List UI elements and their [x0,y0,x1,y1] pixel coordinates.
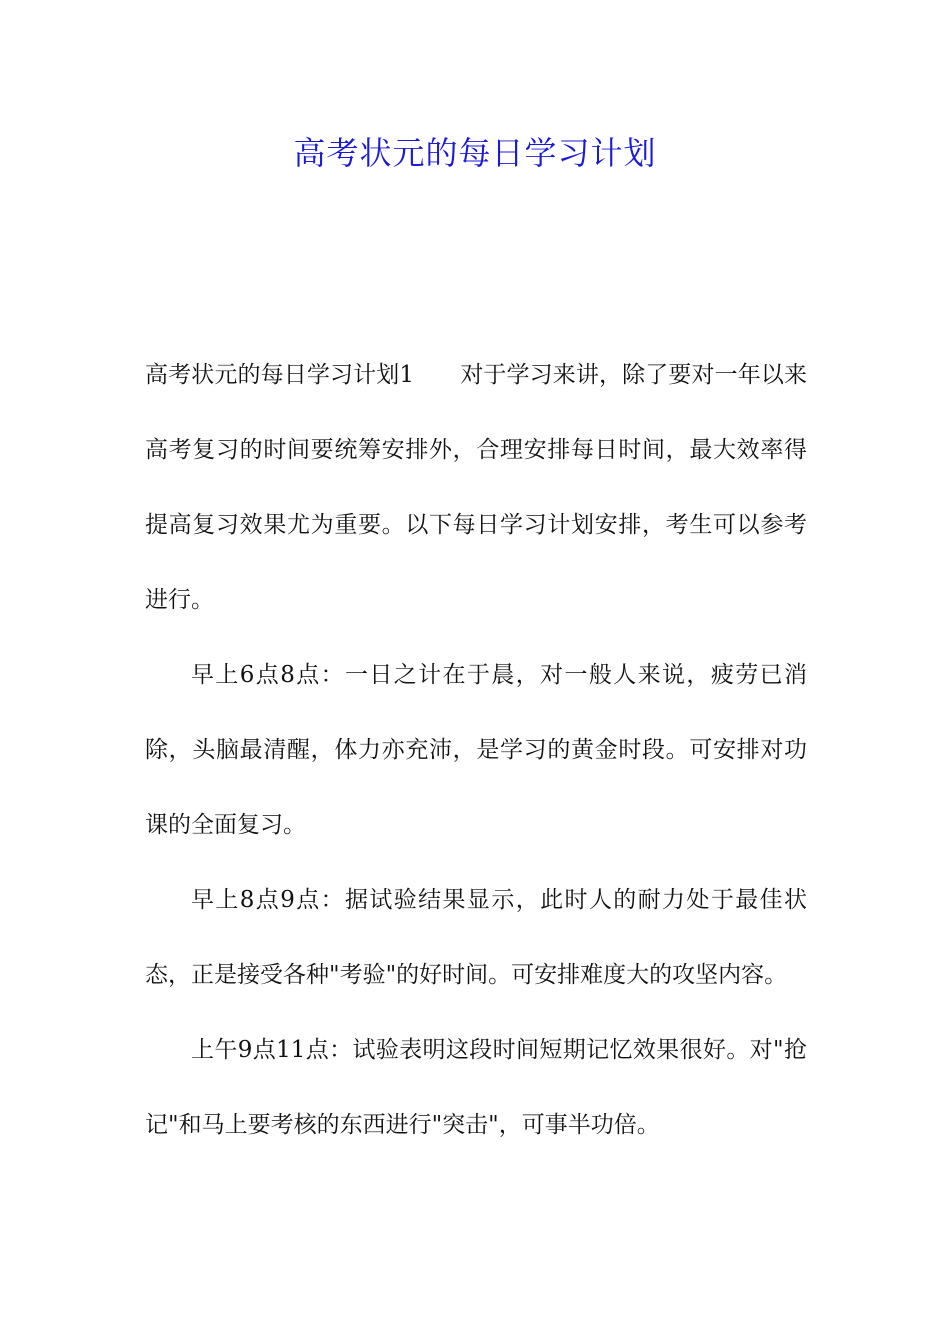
document-title: 高考状元的每日学习计划 [293,134,657,172]
paragraph-9-11am: 上午9点11点：试验表明这段时间短期记忆效果很好。对"抢记"和马上要考核的东西进行"突击"，可事半功倍。 [145,1037,807,1138]
paragraph-6-8am: 早上6点8点：一日之计在于晨，对一般人来说，疲劳已消除，头脑最清醒，体力亦充沛，是学习的黄金时段。可安排对功课的全面复习。 [145,662,807,838]
paragraph-intro: 高考状元的每日学习计划1 对于学习来讲，除了要对一年以来高考复习的时间要统筹安排外，合理安排每日时间，最大效率得提高复习效果尤为重要。以下每日学习计划安排，考生可以参考进行。 [145,362,807,613]
document-body [145,338,807,1163]
paragraph-8-9am: 早上8点9点：据试验结果显示，此时人的耐力处于最佳状态，正是接受各种"考验"的好时间。可安排难度大的攻坚内容。 [145,887,807,988]
